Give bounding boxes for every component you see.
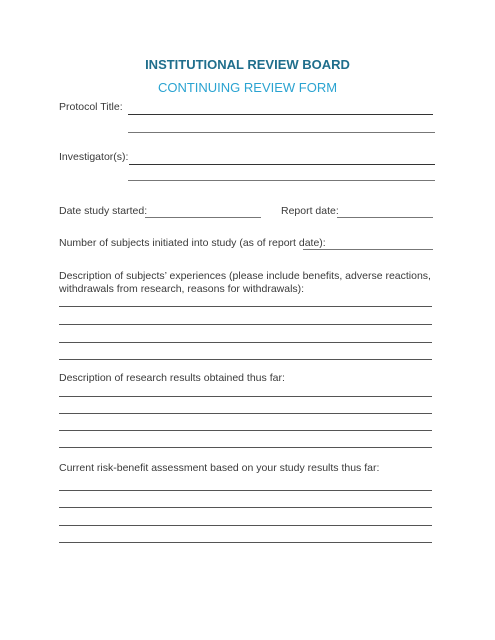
investigators-label: Investigator(s): bbox=[59, 151, 129, 163]
investigators-line-1[interactable] bbox=[129, 164, 435, 165]
protocol-title-line-2[interactable] bbox=[128, 132, 435, 133]
results-line-4[interactable] bbox=[59, 447, 432, 448]
date-started-label: Date study started: bbox=[59, 205, 148, 217]
results-line-1[interactable] bbox=[59, 396, 432, 397]
report-date-label: Report date: bbox=[281, 205, 339, 217]
risk-benefit-line-4[interactable] bbox=[59, 542, 432, 543]
experiences-label-line-2: withdrawals from research, reasons for withdrawals): bbox=[59, 283, 305, 295]
investigators-line-2[interactable] bbox=[128, 180, 435, 181]
experiences-label-line-1: Description of subjects’ experiences (please include benefits, adverse reactions, bbox=[59, 270, 431, 282]
subjects-initiated-label: Number of subjects initiated into study (as of report date): bbox=[59, 237, 326, 249]
protocol-title-line-1[interactable] bbox=[128, 114, 433, 115]
protocol-title-label: Protocol Title: bbox=[59, 101, 123, 113]
experiences-line-1[interactable] bbox=[59, 306, 432, 307]
experiences-line-4[interactable] bbox=[59, 359, 432, 360]
risk-benefit-label: Current risk-benefit assessment based on your study results thus far: bbox=[59, 462, 380, 474]
experiences-line-2[interactable] bbox=[59, 324, 432, 325]
results-line-2[interactable] bbox=[59, 413, 432, 414]
results-label: Description of research results obtained thus far: bbox=[59, 372, 285, 384]
form-subtitle: CONTINUING REVIEW FORM bbox=[157, 80, 338, 95]
results-line-3[interactable] bbox=[59, 430, 432, 431]
form-title: INSTITUTIONAL REVIEW BOARD bbox=[145, 57, 350, 72]
report-date-line[interactable] bbox=[337, 217, 433, 218]
subjects-initiated-line[interactable] bbox=[303, 249, 433, 250]
date-started-line[interactable] bbox=[145, 217, 261, 218]
risk-benefit-line-3[interactable] bbox=[59, 525, 432, 526]
risk-benefit-line-1[interactable] bbox=[59, 490, 432, 491]
experiences-line-3[interactable] bbox=[59, 342, 432, 343]
risk-benefit-line-2[interactable] bbox=[59, 507, 432, 508]
